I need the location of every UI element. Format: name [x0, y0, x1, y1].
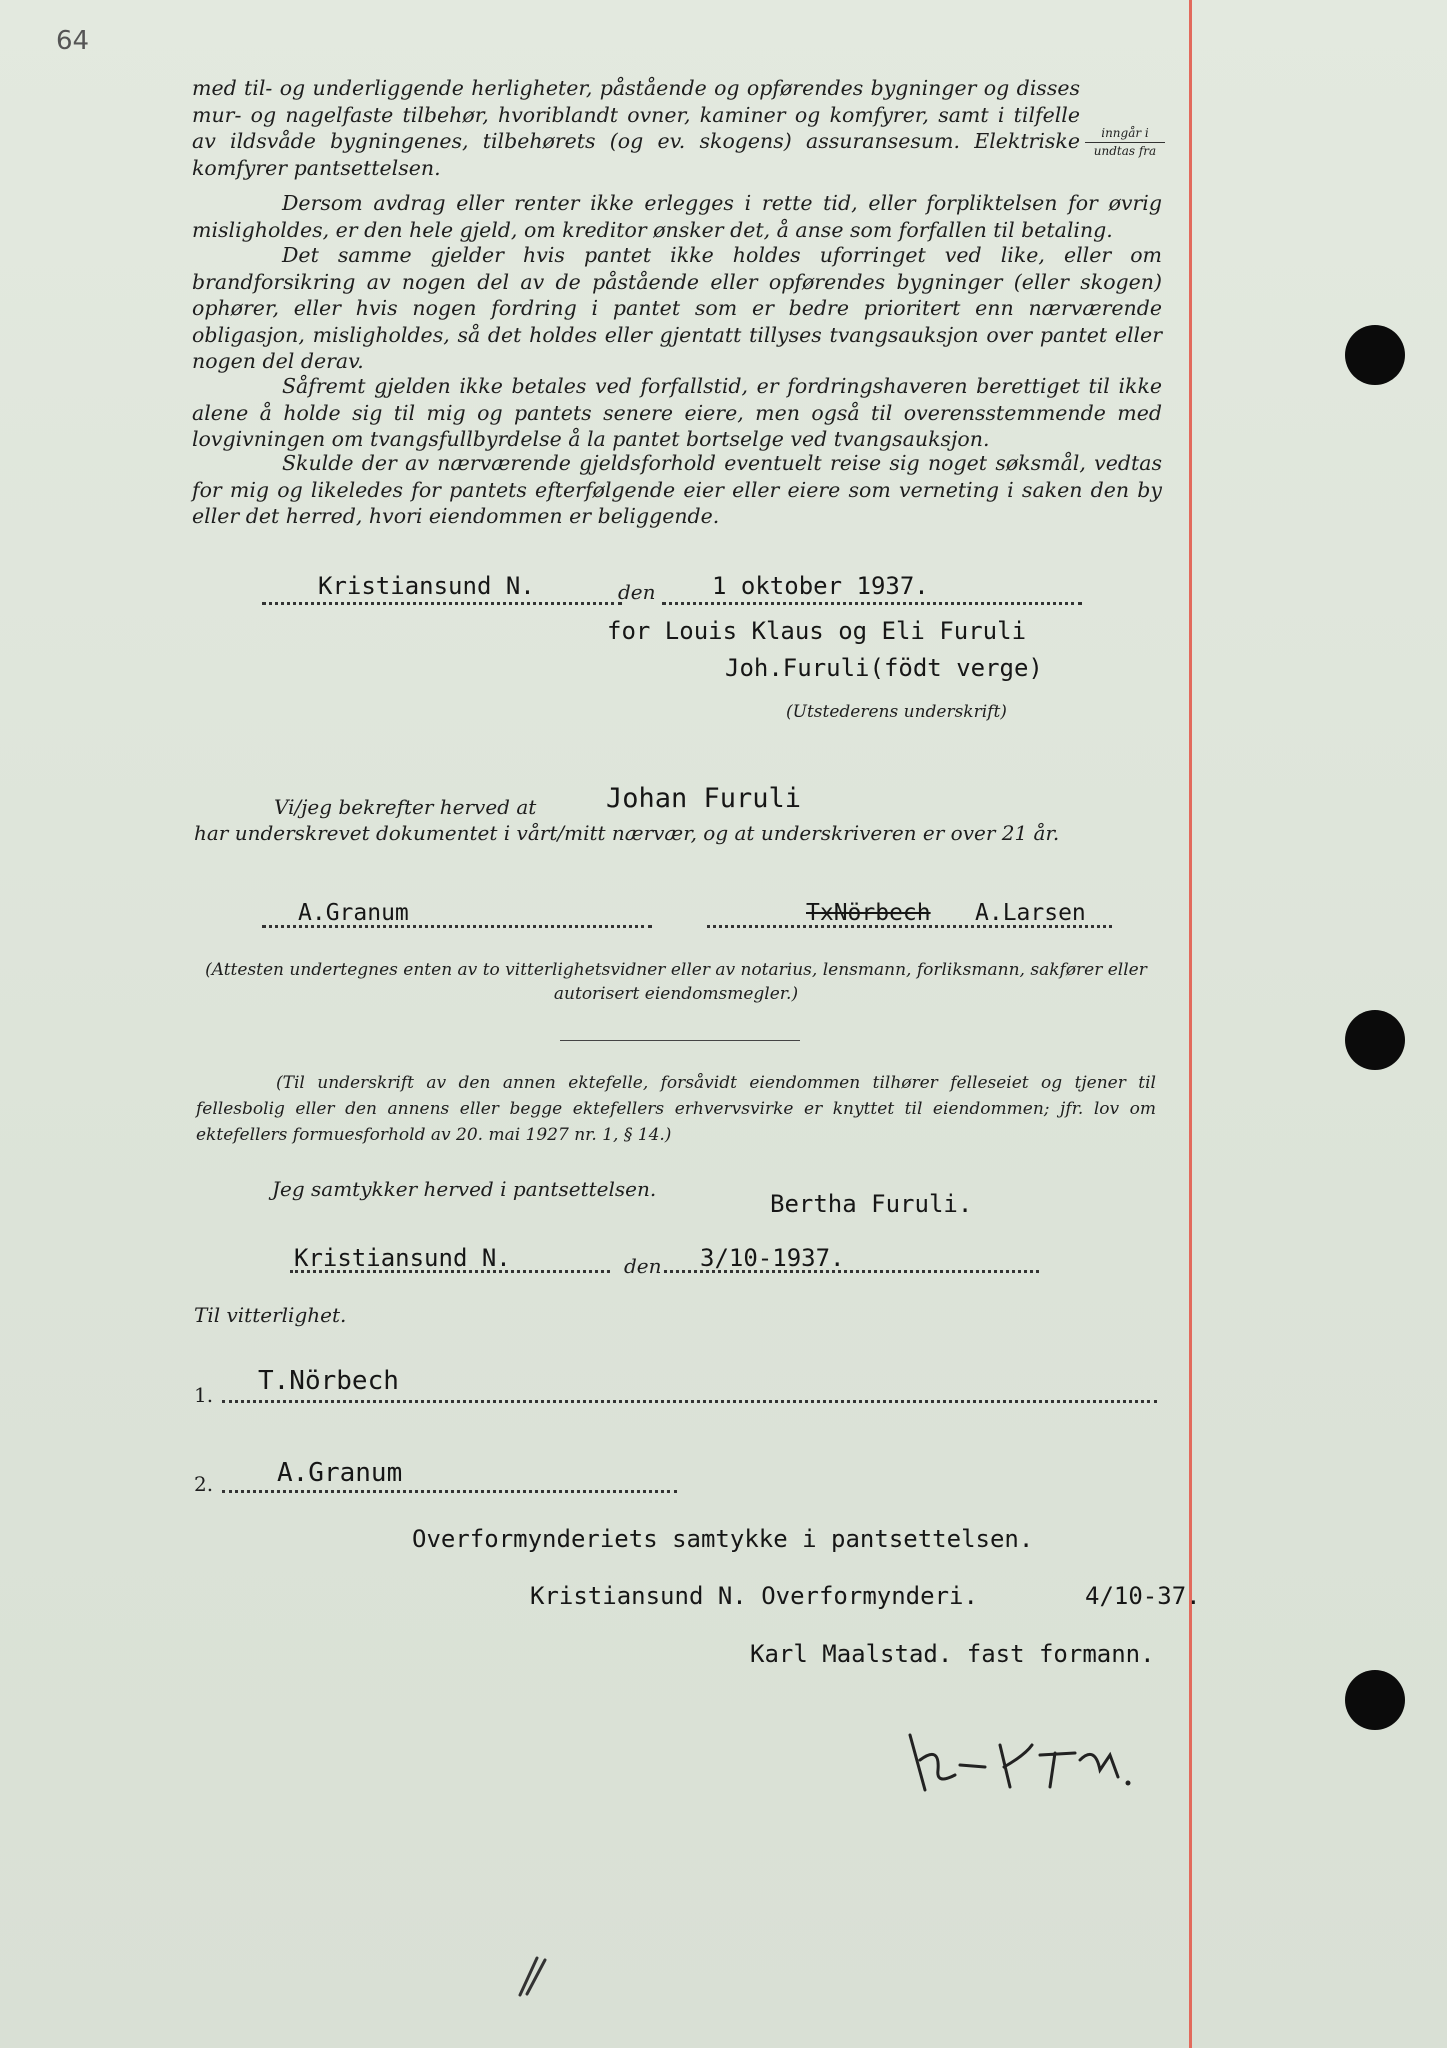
attestation-witness-2: A.Larsen — [975, 900, 1086, 926]
witness-name-2: A.Granum — [277, 1458, 403, 1488]
attestation-witness-1: A.Granum — [298, 900, 409, 926]
witnesses-label: Til vitterlighet. — [194, 1303, 347, 1327]
spouse-consent: Jeg samtykker herved i pantsettelsen. — [272, 1177, 657, 1201]
side-note — [1085, 125, 1165, 160]
spouse-date: 3/10-1937. — [700, 1244, 845, 1272]
attested-signer-name: Johan Furuli — [606, 783, 802, 814]
issuer-line-1: for Louis Klaus og Eli Furuli — [607, 617, 1027, 645]
witness-number-1: 1. — [194, 1383, 214, 1407]
issuer-signature-caption: (Utstederens underskrift) — [786, 702, 1007, 722]
punch-hole — [1345, 325, 1405, 385]
witness-line-1 — [222, 1400, 1157, 1403]
guardianship-consent: Overformynderiets samtykke i pantsettelsen. — [412, 1525, 1034, 1553]
witness-number-2: 2. — [194, 1472, 214, 1496]
witness-line-2 — [222, 1490, 677, 1493]
separator-rule — [560, 1040, 800, 1041]
issue-place: Kristiansund N. — [318, 572, 535, 600]
page-number: 64 — [56, 26, 90, 56]
guardianship-date: 4/10-37. — [1085, 1582, 1201, 1610]
witness-name-1: T.Nörbech — [258, 1366, 399, 1396]
ink-mark — [515, 1950, 555, 2000]
place-dotted-line — [262, 602, 622, 605]
issue-den-label: den — [618, 580, 656, 604]
spouse-place: Kristiansund N. — [294, 1244, 511, 1272]
date-dotted-line — [662, 602, 1082, 605]
attestation-intro: Vi/jeg bekrefter herved at — [274, 795, 537, 819]
clause-property: med til- og underliggende herligheter, påstående og opførendes bygninger og disses mur- og nagelfaste tilbehør, hvoriblandt ovner, kaminer og komfyrer, samt i tilfelle av ildsvåde bygningenes, tilbehørets (og ev. skogens) assuransesum. Elektriske komfyrer pantsettelsen. — [192, 76, 1080, 180]
clause-maintenance: Det samme gjelder hvis pantet ikke holdes uforringet ved like, eller om brandforsikring av nogen del av de påstående eller opførendes bygninger (eller skogen) ophører, eller hvis nogen fordring i pantet som er bedre prioritert enn nærværende obligasjon, misligholdes, så det holdes eller gjentatt tillyses tvangsauksjon over pantet eller nogen del derav. — [192, 243, 1162, 374]
punch-hole — [1345, 1010, 1405, 1070]
clause-venue: Skulde der av nærværende gjeldsforhold eventuelt reise sig noget søksmål, vedtas for mig og likeledes for pantets efterfølgende eier eller eiere som verneting i saken den by eller det herred, hvori eiendommen er beliggende. — [192, 451, 1162, 529]
issue-date: 1 oktober 1937. — [712, 572, 929, 600]
side-note-include: inngår i — [1085, 125, 1165, 143]
struck-witness-name: TxNörbech — [806, 900, 931, 926]
side-note-exclude: undtas fra — [1093, 144, 1157, 158]
spouse-den-label: den — [624, 1254, 662, 1278]
guardianship-office: Kristiansund N. Overformynderi. — [530, 1582, 978, 1610]
spouse-note: (Til underskrift av den annen ektefelle, forsåvidt eiendommen tilhører felleseiet og tjener til fellesbolig eller den annens eller begge ektefellers erhvervsvirke er knyttet til eiendommen; jfr. lov om ektefellers formuesforhold av 20. mai 1927 nr. 1, § 14.) — [196, 1073, 1156, 1145]
handwritten-signature — [900, 1715, 1140, 1805]
guardianship-signer: Karl Maalstad. fast formann. — [750, 1640, 1155, 1668]
clause-default: Dersom avdrag eller renter ikke erlegges i rette tid, eller forpliktelsen for øvrig misligholdes, er den hele gjeld, om kreditor ønsker det, å anse som forfallen til betaling. — [192, 191, 1162, 242]
attestation-note: (Attesten undertegnes enten av to vitterlighetsvidner eller av notarius, lensmann, forliksmann, sakfører eller autorisert eiendomsmegler.) — [205, 960, 1147, 1004]
red-margin-line — [1189, 0, 1192, 2048]
attestation-statement: har underskrevet dokumentet i vårt/mitt nærvær, og at underskriveren er over 21 år. — [194, 821, 1060, 845]
issuer-line-2: Joh.Furuli(födt verge) — [725, 654, 1043, 682]
punch-hole — [1345, 1670, 1405, 1730]
clause-enforcement: Såfremt gjelden ikke betales ved forfallstid, er fordringshaveren berettiget til ikke alene å holde sig til mig og pantets senere eiere, men også til overensstemmende med lovgivningen om tvangsfullbyrdelse å la pantet bortselge ved tvangsauksjon. — [192, 374, 1162, 452]
spouse-signature: Bertha Furuli. — [770, 1190, 973, 1218]
